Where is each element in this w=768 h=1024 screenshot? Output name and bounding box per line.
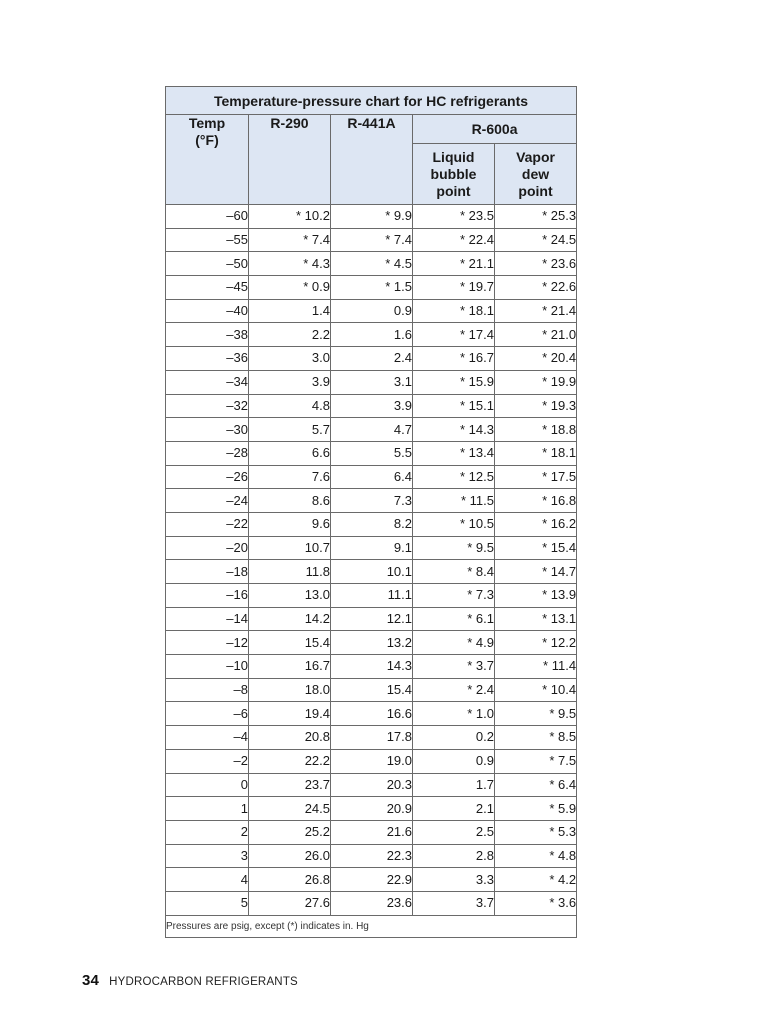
r600a-liquid-cell: * 21.1 — [413, 252, 495, 276]
r290-cell: 3.9 — [249, 370, 331, 394]
r290-cell: * 4.3 — [249, 252, 331, 276]
temp-cell: –26 — [166, 465, 249, 489]
temp-cell: –36 — [166, 347, 249, 371]
temp-cell: –24 — [166, 489, 249, 513]
table-row — [166, 844, 577, 868]
temp-cell: –8 — [166, 678, 249, 702]
r441a-cell: 3.1 — [331, 370, 413, 394]
r290-cell: 13.0 — [249, 584, 331, 608]
table-row — [166, 702, 577, 726]
r600a-liquid-cell: * 13.4 — [413, 441, 495, 465]
table-row — [166, 607, 577, 631]
temp-cell: –14 — [166, 607, 249, 631]
r290-cell: 25.2 — [249, 820, 331, 844]
r290-cell: 1.4 — [249, 299, 331, 323]
temp-cell: –22 — [166, 512, 249, 536]
r600a-vapor-cell: * 17.5 — [495, 465, 577, 489]
section-title: HYDROCARBON REFRIGERANTS — [109, 976, 298, 988]
r290-cell: * 7.4 — [249, 228, 331, 252]
table-row — [166, 678, 577, 702]
table-row — [166, 797, 577, 821]
r441a-cell: 22.3 — [331, 844, 413, 868]
r600a-liquid-cell: * 11.5 — [413, 489, 495, 513]
r600a-vapor-cell: * 4.2 — [495, 868, 577, 892]
temp-cell: –28 — [166, 441, 249, 465]
header-r290: R-290 — [249, 115, 331, 205]
r600a-liquid-cell: * 19.7 — [413, 276, 495, 300]
r600a-vapor-cell: * 19.3 — [495, 394, 577, 418]
r600a-liquid-cell: * 14.3 — [413, 418, 495, 442]
r600a-liquid-cell: * 3.7 — [413, 655, 495, 679]
header-temp — [166, 115, 249, 205]
temp-cell: –4 — [166, 726, 249, 750]
r441a-cell: 9.1 — [331, 536, 413, 560]
r441a-cell: 8.2 — [331, 512, 413, 536]
r600a-liquid-cell: * 1.0 — [413, 702, 495, 726]
r290-cell: 26.0 — [249, 844, 331, 868]
r600a-liquid-cell: * 17.4 — [413, 323, 495, 347]
header-liquid-line3: point — [436, 182, 471, 199]
r600a-liquid-cell: 0.2 — [413, 726, 495, 750]
r290-cell: 22.2 — [249, 749, 331, 773]
table-row — [166, 726, 577, 750]
table-row — [166, 631, 577, 655]
page-footer — [82, 972, 298, 989]
r600a-vapor-cell: * 3.6 — [495, 891, 577, 915]
r441a-cell: 11.1 — [331, 584, 413, 608]
table-row — [166, 584, 577, 608]
r600a-vapor-cell: * 9.5 — [495, 702, 577, 726]
r290-cell: 6.6 — [249, 441, 331, 465]
temp-cell: 4 — [166, 868, 249, 892]
r441a-cell: 6.4 — [331, 465, 413, 489]
r600a-vapor-cell: * 20.4 — [495, 347, 577, 371]
r600a-vapor-cell: * 11.4 — [495, 655, 577, 679]
r600a-vapor-cell: * 24.5 — [495, 228, 577, 252]
r600a-vapor-cell: * 13.9 — [495, 584, 577, 608]
r600a-liquid-cell: * 10.5 — [413, 512, 495, 536]
r600a-liquid-cell: * 12.5 — [413, 465, 495, 489]
r441a-cell: 21.6 — [331, 820, 413, 844]
r441a-cell: 20.3 — [331, 773, 413, 797]
temp-cell: –2 — [166, 749, 249, 773]
r600a-liquid-cell: 3.7 — [413, 891, 495, 915]
r290-cell: * 0.9 — [249, 276, 331, 300]
header-vapor-line3: point — [518, 182, 553, 199]
temp-cell: –38 — [166, 323, 249, 347]
temp-cell: 2 — [166, 820, 249, 844]
r600a-liquid-cell: 2.5 — [413, 820, 495, 844]
table-row — [166, 394, 577, 418]
r600a-vapor-cell: * 6.4 — [495, 773, 577, 797]
table-row — [166, 749, 577, 773]
r441a-cell: 1.6 — [331, 323, 413, 347]
r600a-liquid-cell: * 2.4 — [413, 678, 495, 702]
r600a-liquid-cell: * 4.9 — [413, 631, 495, 655]
r290-cell: 9.6 — [249, 512, 331, 536]
r441a-cell: 13.2 — [331, 631, 413, 655]
header-temp-line1: Temp — [188, 115, 226, 131]
temp-cell: 1 — [166, 797, 249, 821]
temp-cell: –45 — [166, 276, 249, 300]
temp-cell: –18 — [166, 560, 249, 584]
table-row — [166, 773, 577, 797]
table-row — [166, 560, 577, 584]
r290-cell: 5.7 — [249, 418, 331, 442]
temp-cell: –12 — [166, 631, 249, 655]
header-vapor-line2: dew — [521, 165, 550, 182]
r600a-liquid-cell: * 8.4 — [413, 560, 495, 584]
r441a-cell: 2.4 — [331, 347, 413, 371]
r600a-liquid-cell: 2.1 — [413, 797, 495, 821]
r441a-cell: 23.6 — [331, 891, 413, 915]
r600a-vapor-cell: * 4.8 — [495, 844, 577, 868]
r600a-liquid-cell: * 18.1 — [413, 299, 495, 323]
r600a-liquid-cell: * 7.3 — [413, 584, 495, 608]
table-row — [166, 891, 577, 915]
temp-cell: –30 — [166, 418, 249, 442]
r441a-cell: 3.9 — [331, 394, 413, 418]
r441a-cell: 17.8 — [331, 726, 413, 750]
r600a-vapor-cell: * 18.1 — [495, 441, 577, 465]
r600a-vapor-cell: * 5.3 — [495, 820, 577, 844]
header-liquid-line2: bubble — [430, 165, 477, 182]
header-liquid-bubble-point — [413, 144, 495, 205]
temp-cell: –34 — [166, 370, 249, 394]
r600a-liquid-cell: * 15.1 — [413, 394, 495, 418]
table-row — [166, 655, 577, 679]
r290-cell: 19.4 — [249, 702, 331, 726]
table-row — [166, 820, 577, 844]
r441a-cell: 10.1 — [331, 560, 413, 584]
temp-cell: –10 — [166, 655, 249, 679]
r600a-vapor-cell: * 14.7 — [495, 560, 577, 584]
header-vapor-line1: Vapor — [516, 148, 555, 165]
table-row — [166, 252, 577, 276]
table-row — [166, 228, 577, 252]
temperature-pressure-table — [165, 86, 577, 938]
r600a-vapor-cell: * 25.3 — [495, 205, 577, 229]
r600a-liquid-cell: * 23.5 — [413, 205, 495, 229]
r441a-cell: 14.3 — [331, 655, 413, 679]
r441a-cell: * 9.9 — [331, 205, 413, 229]
r441a-cell: 16.6 — [331, 702, 413, 726]
r600a-vapor-cell: * 22.6 — [495, 276, 577, 300]
r600a-liquid-cell: 2.8 — [413, 844, 495, 868]
r290-cell: 26.8 — [249, 868, 331, 892]
r600a-liquid-cell: * 22.4 — [413, 228, 495, 252]
r600a-vapor-cell: * 18.8 — [495, 418, 577, 442]
r290-cell: 14.2 — [249, 607, 331, 631]
header-r600a: R-600a — [413, 115, 577, 144]
r600a-liquid-cell: * 6.1 — [413, 607, 495, 631]
temp-cell: –50 — [166, 252, 249, 276]
temp-cell: –20 — [166, 536, 249, 560]
r600a-liquid-cell: 3.3 — [413, 868, 495, 892]
r290-cell: 20.8 — [249, 726, 331, 750]
r600a-vapor-cell: * 12.2 — [495, 631, 577, 655]
table-note: Pressures are psig, except (*) indicates in. Hg — [166, 915, 577, 937]
temp-cell: –60 — [166, 205, 249, 229]
r290-cell: 16.7 — [249, 655, 331, 679]
table-row — [166, 370, 577, 394]
r600a-vapor-cell: * 8.5 — [495, 726, 577, 750]
r290-cell: * 10.2 — [249, 205, 331, 229]
temp-cell: –55 — [166, 228, 249, 252]
r600a-liquid-cell: * 15.9 — [413, 370, 495, 394]
r441a-cell: 20.9 — [331, 797, 413, 821]
r600a-vapor-cell: * 21.0 — [495, 323, 577, 347]
table-row — [166, 868, 577, 892]
r441a-cell: 7.3 — [331, 489, 413, 513]
temp-cell: –6 — [166, 702, 249, 726]
header-vapor-dew-point — [495, 144, 577, 205]
r290-cell: 11.8 — [249, 560, 331, 584]
r441a-cell: 4.7 — [331, 418, 413, 442]
r441a-cell: 22.9 — [331, 868, 413, 892]
r600a-liquid-cell: * 16.7 — [413, 347, 495, 371]
r600a-liquid-cell: 1.7 — [413, 773, 495, 797]
temp-cell: 5 — [166, 891, 249, 915]
r600a-vapor-cell: * 16.2 — [495, 512, 577, 536]
header-temp-line2: (°F) — [195, 132, 219, 148]
r290-cell: 27.6 — [249, 891, 331, 915]
r441a-cell: * 1.5 — [331, 276, 413, 300]
r290-cell: 7.6 — [249, 465, 331, 489]
r290-cell: 24.5 — [249, 797, 331, 821]
temp-cell: –40 — [166, 299, 249, 323]
r600a-vapor-cell: * 13.1 — [495, 607, 577, 631]
r441a-cell: 0.9 — [331, 299, 413, 323]
r441a-cell: 12.1 — [331, 607, 413, 631]
r290-cell: 2.2 — [249, 323, 331, 347]
r600a-vapor-cell: * 19.9 — [495, 370, 577, 394]
temp-cell: –16 — [166, 584, 249, 608]
r290-cell: 8.6 — [249, 489, 331, 513]
table-row — [166, 323, 577, 347]
r600a-vapor-cell: * 16.8 — [495, 489, 577, 513]
r290-cell: 3.0 — [249, 347, 331, 371]
r600a-vapor-cell: * 23.6 — [495, 252, 577, 276]
r441a-cell: * 4.5 — [331, 252, 413, 276]
temp-cell: 3 — [166, 844, 249, 868]
table-row — [166, 465, 577, 489]
temp-cell: –32 — [166, 394, 249, 418]
r441a-cell: 15.4 — [331, 678, 413, 702]
r441a-cell: 5.5 — [331, 441, 413, 465]
r290-cell: 10.7 — [249, 536, 331, 560]
table-row — [166, 512, 577, 536]
r290-cell: 23.7 — [249, 773, 331, 797]
temp-cell: 0 — [166, 773, 249, 797]
r290-cell: 4.8 — [249, 394, 331, 418]
r600a-liquid-cell: * 9.5 — [413, 536, 495, 560]
r290-cell: 15.4 — [249, 631, 331, 655]
r290-cell: 18.0 — [249, 678, 331, 702]
r600a-vapor-cell: * 15.4 — [495, 536, 577, 560]
header-liquid-line1: Liquid — [432, 148, 475, 165]
page-number: 34 — [82, 972, 100, 989]
table-title: Temperature-pressure chart for HC refrigerants — [166, 87, 577, 115]
table-row — [166, 536, 577, 560]
table-row — [166, 489, 577, 513]
table-row — [166, 299, 577, 323]
r600a-vapor-cell: * 21.4 — [495, 299, 577, 323]
r600a-liquid-cell: 0.9 — [413, 749, 495, 773]
r600a-vapor-cell: * 7.5 — [495, 749, 577, 773]
r441a-cell: * 7.4 — [331, 228, 413, 252]
table-row — [166, 418, 577, 442]
header-r441a: R-441A — [331, 115, 413, 205]
table-row — [166, 205, 577, 229]
table-row — [166, 347, 577, 371]
table-body — [166, 205, 577, 916]
r441a-cell: 19.0 — [331, 749, 413, 773]
r600a-vapor-cell: * 5.9 — [495, 797, 577, 821]
table-row — [166, 276, 577, 300]
table-row — [166, 441, 577, 465]
r600a-vapor-cell: * 10.4 — [495, 678, 577, 702]
